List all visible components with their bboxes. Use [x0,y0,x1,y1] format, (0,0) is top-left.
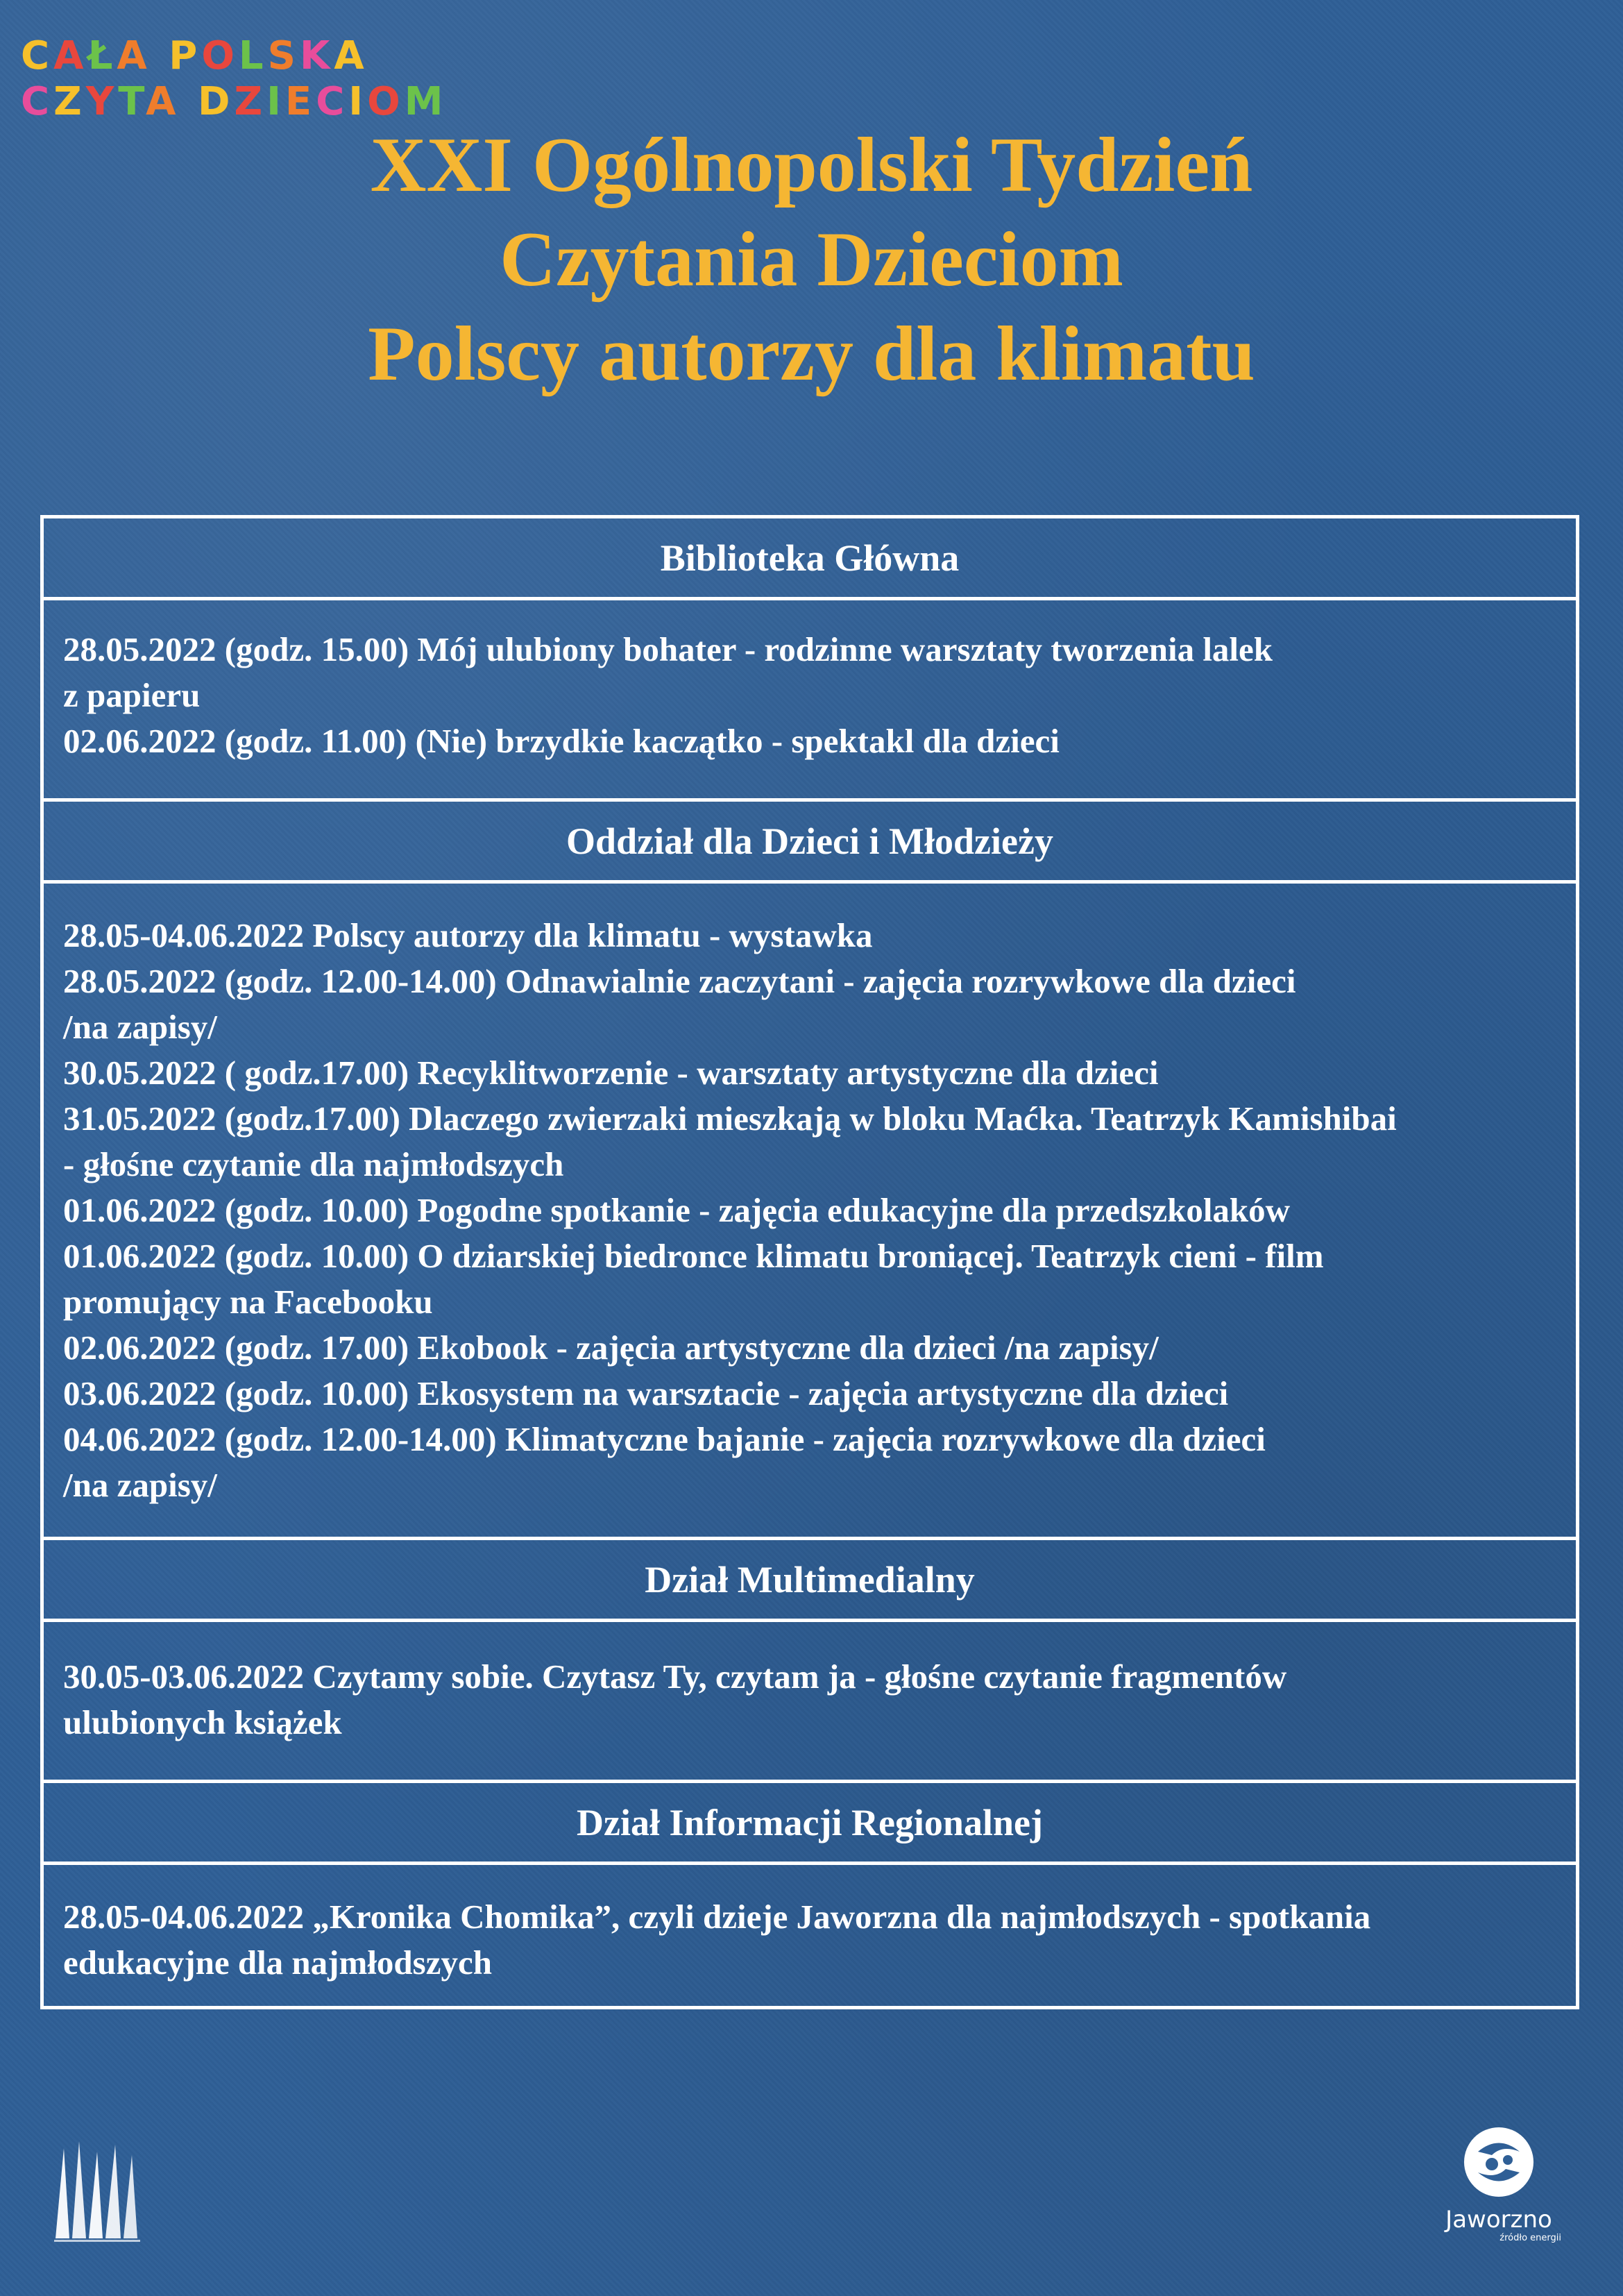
event-line: - głośne czytanie dla najmłodszych [63,1145,564,1183]
logo-letter: A [53,33,88,78]
logo-letter: P [169,33,202,78]
logo-letter: I [266,79,285,124]
logo-letter: C [21,79,54,124]
section-heading-dzial-informacji-regionalnej: Dział Informacji Regionalnej [44,1783,1576,1865]
jaworzno-swirl-icon [1461,2124,1537,2200]
event-line: 02.06.2022 (godz. 17.00) Ekobook - zajęcia artystyczne dla dzieci /na zapisy/ [63,1328,1159,1367]
section-body-oddzial-dla-dzieci [44,884,1576,1540]
logo-letter [151,33,169,78]
cala-polska-czyta-dzieciom-logo [21,33,448,125]
event-line: 02.06.2022 (godz. 11.00) (Nie) brzydkie kaczątko - spektakl dla dzieci [63,722,1060,760]
event-line: edukacyjne dla najmłodszych [63,1943,493,1982]
logo-letter: L [238,33,268,78]
logo-letter: A [146,79,180,124]
logo-letter: T [118,79,146,124]
library-logo-mark-icon [49,2134,153,2245]
section-heading-oddzial-dla-dzieci: Oddział dla Dzieci i Młodzieży [44,802,1576,884]
logo-letter: Z [234,79,267,124]
logo-line-1 [21,33,382,79]
event-line: 01.06.2022 (godz. 10.00) Pogodne spotkanie - zajęcia edukacyjne dla przedszkolaków [63,1191,1291,1229]
logo-letter: C [316,79,349,124]
event-line: 28.05-04.06.2022 „Kronika Chomika”, czyli dzieje Jaworzna dla najmłodszych - spotkania [63,1898,1371,1936]
section-heading-biblioteka-glowna: Biblioteka Główna [44,518,1576,600]
logo-letter: E [284,79,316,124]
logo-letter: D [197,79,235,124]
event-line: 04.06.2022 (godz. 12.00-14.00) Klimatyczne bajanie - zajęcia rozrywkowe dla dzieci [63,1420,1266,1458]
section-body-dzial-informacji-regionalnej [44,1865,1576,2006]
title-line-2: Czytania Dzieciom [500,217,1123,303]
page-title [0,118,1623,401]
logo-letter: I [348,79,368,124]
jaworzno-logo [1416,2124,1582,2263]
logo-letter: O [367,79,405,124]
logo-letter: M [404,79,448,124]
event-line: ulubionych książek [63,1703,342,1741]
event-line: 01.06.2022 (godz. 10.00) O dziarskiej biedronce klimatu broniącej. Teatrzyk cieni - film [63,1237,1324,1275]
event-line: 28.05.2022 (godz. 12.00-14.00) Odnawialnie zaczytani - zajęcia rozrywkowe dla dzieci [63,962,1296,1000]
logo-letter: O [201,33,239,78]
logo-letter: A [117,33,151,78]
section-heading-dzial-multimedialny: Dział Multimedialny [44,1540,1576,1622]
event-line: promujący na Facebooku [63,1283,433,1321]
event-line: 03.06.2022 (godz. 10.00) Ekosystem na warsztacie - zajęcia artystyczne dla dzieci [63,1374,1229,1412]
logo-letter: C [21,33,54,78]
event-line: z papieru [63,676,201,714]
event-line: /na zapisy/ [63,1466,217,1504]
logo-letter: Z [53,79,86,124]
schedule-table [40,515,1579,2009]
library-logo [49,2134,153,2245]
section-body-biblioteka-glowna [44,600,1576,802]
jaworzno-logo-name: Jaworzno [1445,2206,1552,2234]
event-line: 28.05-04.06.2022 Polscy autorzy dla klimatu - wystawka [63,916,873,954]
event-line: /na zapisy/ [63,1008,217,1046]
event-line: 30.05.2022 ( godz.17.00) Recyklitworzenie - warsztaty artystyczne dla dzieci [63,1054,1159,1092]
jaworzno-logo-tagline: źródło energii [1499,2233,1561,2243]
section-body-dzial-multimedialny [44,1622,1576,1783]
logo-letter: A [334,33,368,78]
logo-letter: K [299,33,334,78]
logo-letter: Y [85,79,119,124]
title-line-3: Polscy autorzy dla klimatu [368,311,1255,397]
event-line: 28.05.2022 (godz. 15.00) Mój ulubiony bohater - rodzinne warsztaty tworzenia lalek [63,630,1273,668]
title-line-1: XXI Ogólnopolski Tydzień [370,122,1253,208]
event-line: 31.05.2022 (godz.17.00) Dlaczego zwierzaki mieszkają w bloku Maćka. Teatrzyk Kamishibai [63,1099,1397,1138]
logo-letter: S [267,33,300,78]
event-line: 30.05-03.06.2022 Czytamy sobie. Czytasz Ty, czytam ja - głośne czytanie fragmentów [63,1657,1287,1696]
logo-letter: Ł [87,33,117,78]
